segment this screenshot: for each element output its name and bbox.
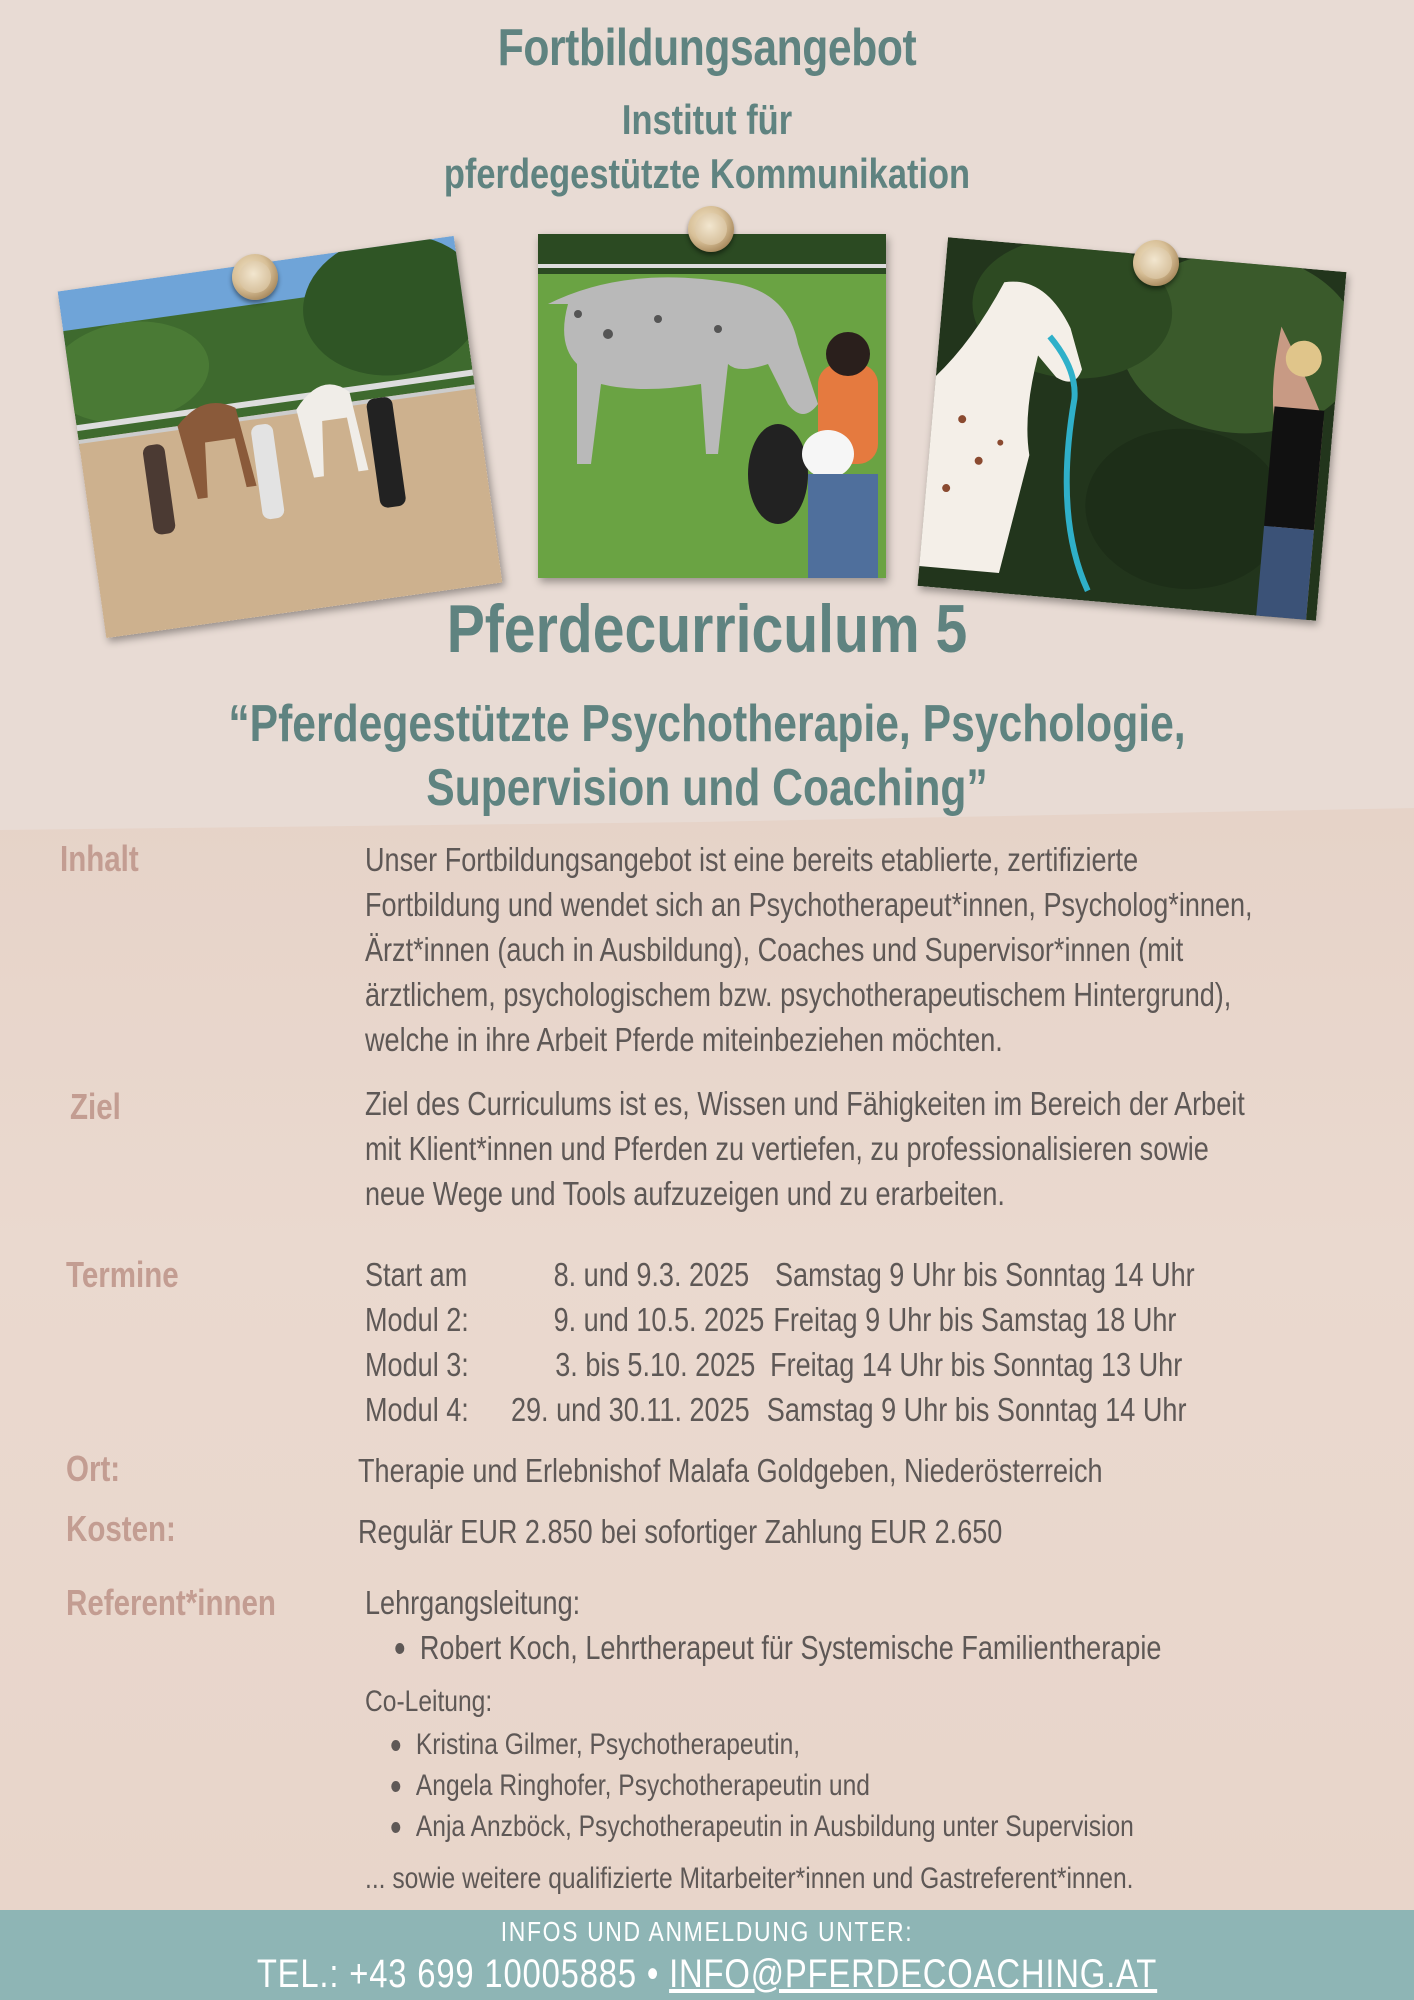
label-termine: Termine — [66, 1254, 179, 1295]
ziel-line: mit Klient*innen und Pferden zu vertiefen, zu professionalisieren sowie — [365, 1130, 1209, 1167]
referenten-note: ... sowie weitere qualifizierte Mitarbeiter*innen und Gastreferent*innen. — [365, 1862, 1134, 1895]
inhalt-line: ärztlichem, psychologischem bzw. psychotherapeutischem Hintergrund), — [365, 976, 1232, 1013]
ziel-line: Ziel des Curriculums ist es, Wissen und Fähigkeiten im Bereich der Arbeit — [365, 1085, 1245, 1122]
co-heading: Co-Leitung: — [365, 1685, 493, 1718]
footer-bar — [0, 1910, 1414, 2000]
ort-value: Therapie und Erlebnishof Malafa Goldgeben, Niederösterreich — [358, 1452, 1103, 1489]
photo-horse-and-trainer — [918, 237, 1347, 621]
inhalt-line: welche in ihre Arbeit Pferde miteinbeziehen möchten. — [365, 1021, 1003, 1058]
pin-icon — [1133, 240, 1179, 286]
inhalt-line: Unser Fortbildungsangebot ist eine bereits etablierte, zertifizierte — [365, 841, 1139, 878]
footer-phone[interactable]: TEL.: +43 699 10005885 — [256, 1952, 637, 1996]
label-referenten: Referent*innen — [66, 1582, 276, 1623]
termin-time: Samstag 9 Uhr bis Sonntag 14 Uhr — [775, 1256, 1195, 1293]
kosten-regular: Regulär EUR 2.850 — [358, 1513, 593, 1550]
co-item: Kristina Gilmer, Psychotherapeutin, — [388, 1724, 1134, 1765]
ziel-text — [365, 1081, 1245, 1216]
termin-time: Freitag 14 Uhr bis Sonntag 13 Uhr — [770, 1346, 1183, 1383]
course-subtitle-line-1: “Pferdegestützte Psychotherapie, Psychologie, — [228, 695, 1186, 753]
label-ziel: Ziel — [70, 1086, 121, 1127]
termin-name: Modul 3: — [365, 1346, 469, 1383]
institute-line-2: pferdegestützte Kommunikation — [443, 150, 971, 197]
termin-name: Start am — [365, 1256, 468, 1293]
label-kosten: Kosten: — [66, 1508, 176, 1549]
institute-line-1: Institut für — [621, 96, 793, 143]
label-inhalt: Inhalt — [60, 838, 139, 879]
bullet-separator: • — [646, 1952, 660, 1996]
page-title: Fortbildungsangebot — [497, 19, 917, 77]
ziel-line: neue Wege und Tools aufzuzeigen und zu erarbeiten. — [365, 1175, 1005, 1212]
photo-horse-grazing — [538, 234, 886, 578]
co-item: Anja Anzböck, Psychotherapeutin in Ausbildung unter Supervision — [388, 1806, 1134, 1847]
label-ort: Ort: — [66, 1448, 121, 1489]
termin-date: 8. und 9.3. 2025 — [553, 1256, 750, 1293]
footer-info-heading: INFOS UND ANMELDUNG UNTER: — [500, 1916, 914, 1947]
lead-list — [392, 1629, 1161, 1667]
termin-time: Freitag 9 Uhr bis Samstag 18 Uhr — [773, 1301, 1177, 1338]
co-list — [388, 1724, 1134, 1847]
co-item: Angela Ringhofer, Psychotherapeutin und — [388, 1765, 1134, 1806]
termin-date: 3. bis 5.10. 2025 — [555, 1346, 756, 1383]
lead-item: Robert Koch, Lehrtherapeut für Systemische Familientherapie — [392, 1629, 1161, 1667]
pin-icon — [232, 254, 278, 300]
course-subtitle-line-2: Supervision und Coaching” — [426, 759, 988, 817]
lead-heading: Lehrgangsleitung: — [365, 1584, 581, 1621]
termin-date: 9. und 10.5. 2025 — [553, 1301, 765, 1338]
inhalt-line: Fortbildung und wendet sich an Psychotherapeut*innen, Psycholog*innen, — [365, 886, 1253, 923]
termin-time: Samstag 9 Uhr bis Sonntag 14 Uhr — [766, 1391, 1187, 1428]
pin-icon — [688, 206, 734, 252]
photo-group-with-horses — [58, 236, 503, 638]
termin-date: 29. und 30.11. 2025 — [510, 1391, 750, 1428]
course-title: Pferdecurriculum 5 — [446, 591, 968, 667]
inhalt-text — [365, 837, 1253, 1062]
kosten-discount: bei sofortiger Zahlung EUR 2.650 — [600, 1513, 1003, 1550]
termin-name: Modul 4: — [365, 1391, 469, 1428]
footer-contact — [127, 1952, 1286, 1997]
footer-email-link[interactable]: INFO@PFERDECOACHING.AT — [669, 1952, 1158, 1996]
inhalt-line: Ärzt*innen (auch in Ausbildung), Coaches und Supervisor*innen (mit — [365, 931, 1184, 968]
termin-name: Modul 2: — [365, 1301, 469, 1338]
